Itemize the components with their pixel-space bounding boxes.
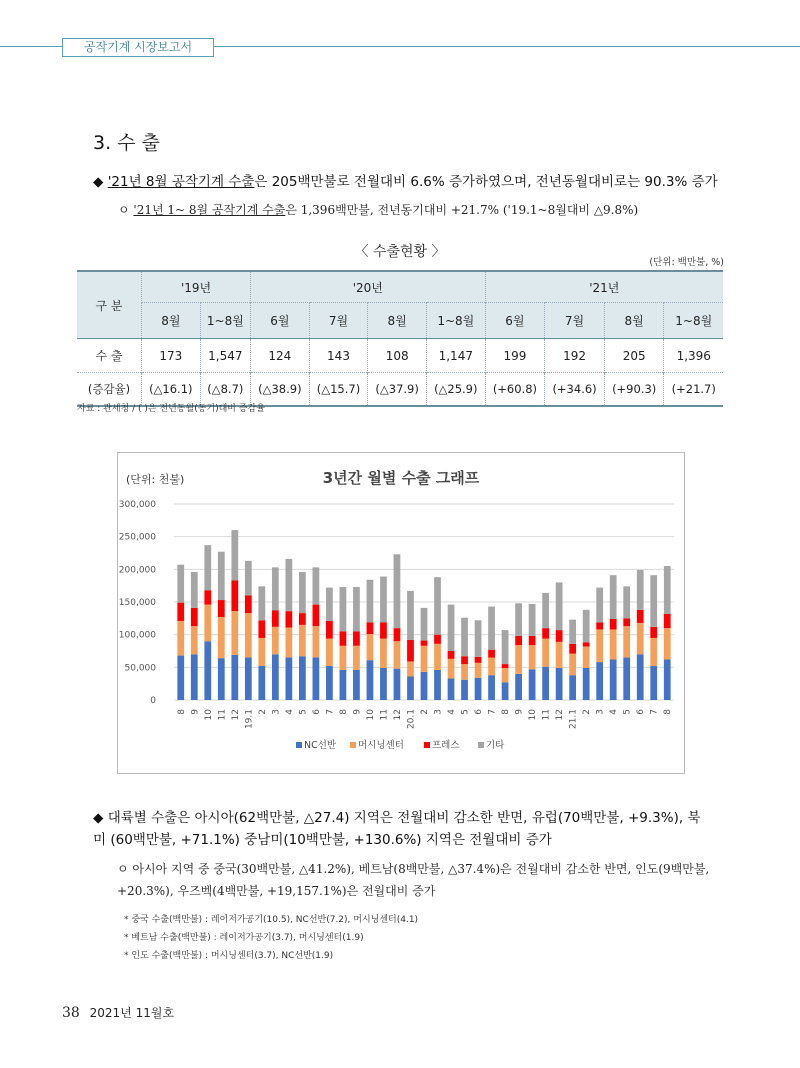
bar-segment bbox=[434, 644, 441, 670]
page-footer bbox=[62, 1004, 174, 1021]
x-tick-label: 9 bbox=[514, 709, 525, 715]
bar-segment bbox=[515, 636, 522, 645]
bar-segment bbox=[258, 620, 265, 638]
bar-segment bbox=[218, 552, 225, 600]
table-cell: (△8.7) bbox=[200, 373, 250, 407]
bar-segment bbox=[177, 603, 184, 621]
bar-segment bbox=[488, 658, 495, 676]
year-header: '19년 bbox=[142, 271, 251, 303]
bar-segment bbox=[313, 605, 320, 627]
bar-segment bbox=[204, 590, 211, 604]
bar-segment bbox=[623, 658, 630, 700]
bar-segment bbox=[596, 622, 603, 629]
bar-segment bbox=[299, 613, 306, 625]
bar-segment bbox=[569, 654, 576, 676]
bar-segment bbox=[596, 662, 603, 700]
bar-segment bbox=[407, 640, 414, 662]
table-corner: 구 분 bbox=[77, 271, 142, 339]
bar-segment bbox=[299, 625, 306, 656]
chart-unit-label: (단위: 천불) bbox=[126, 473, 185, 486]
bar-segment bbox=[204, 605, 211, 642]
y-tick-label: 150,000 bbox=[118, 598, 156, 608]
table-cell: (+90.3) bbox=[604, 373, 664, 407]
x-tick-label: 8 bbox=[176, 709, 187, 715]
bar-segment bbox=[421, 641, 428, 646]
bar-segment bbox=[461, 656, 468, 664]
summary-text: 은 205백만불로 전월대비 6.6% 증가하였으며, 전년동월대비로는 90.3% 증가 bbox=[254, 174, 718, 190]
bar-segment bbox=[542, 667, 549, 700]
bar-segment bbox=[583, 668, 590, 700]
bar-segment bbox=[637, 610, 644, 623]
x-tick-label: 12 bbox=[392, 709, 403, 721]
year-header: '21년 bbox=[485, 271, 723, 303]
bar-segment bbox=[367, 622, 374, 634]
bar-segment bbox=[623, 626, 630, 657]
x-tick-label: 21.1 bbox=[568, 709, 579, 730]
bar-segment bbox=[650, 638, 657, 666]
x-tick-label: 4 bbox=[447, 709, 458, 715]
asia-paragraph bbox=[117, 858, 723, 902]
bar-segment bbox=[583, 646, 590, 668]
bar-segment bbox=[502, 630, 509, 664]
year-header: '20년 bbox=[251, 271, 486, 303]
legend-label: 프레스 bbox=[432, 740, 460, 751]
month-header: 1~8월 bbox=[664, 303, 723, 339]
bar-segment bbox=[610, 619, 617, 629]
x-tick-label: 6 bbox=[636, 709, 647, 715]
bar-segment bbox=[434, 577, 441, 634]
monthly-export-chart bbox=[117, 452, 685, 774]
bar-segment bbox=[245, 595, 252, 613]
bar-segment bbox=[637, 654, 644, 700]
bar-segment bbox=[394, 554, 401, 628]
table-cell: (△37.9) bbox=[368, 373, 427, 407]
x-tick-label: 8 bbox=[663, 709, 674, 715]
bar-segment bbox=[542, 639, 549, 667]
footnote: * 베트남 수출(백만불) : 레이저가공기(3.7), 머시닝센터(1.9) bbox=[124, 933, 364, 943]
bar-segment bbox=[299, 572, 306, 613]
x-tick-label: 12 bbox=[230, 709, 241, 721]
issue-label: 2021년 11월호 bbox=[89, 1006, 175, 1020]
bar-segment bbox=[583, 643, 590, 647]
bar-segment bbox=[204, 641, 211, 700]
bar-segment bbox=[353, 646, 360, 670]
bar-segment bbox=[488, 675, 495, 700]
table-cell: (△16.1) bbox=[142, 373, 201, 407]
bar-segment bbox=[542, 628, 549, 638]
table-cell: 1,396 bbox=[664, 339, 723, 373]
table-cell: (△15.7) bbox=[309, 373, 368, 407]
x-tick-label: 7 bbox=[325, 709, 336, 715]
x-tick-label: 3 bbox=[595, 709, 606, 715]
bar-segment bbox=[556, 630, 563, 642]
x-tick-label: 4 bbox=[284, 709, 295, 715]
bar-segment bbox=[461, 618, 468, 657]
bar-segment bbox=[407, 591, 414, 640]
x-tick-label: 5 bbox=[460, 709, 471, 715]
month-header: 8월 bbox=[604, 303, 664, 339]
month-header: 7월 bbox=[309, 303, 368, 339]
section-title: 3. 수 출 bbox=[93, 132, 160, 154]
bar-segment bbox=[529, 636, 536, 645]
x-tick-label: 11 bbox=[217, 709, 228, 721]
bar-segment bbox=[407, 676, 414, 700]
bar-segment bbox=[434, 635, 441, 644]
bar-segment bbox=[380, 622, 387, 638]
x-tick-label: 3 bbox=[271, 709, 282, 715]
bar-segment bbox=[380, 577, 387, 623]
x-tick-label: 2 bbox=[420, 709, 430, 715]
cumulative-underlined: '21년 1~ 8월 공작기계 수출 bbox=[133, 203, 286, 217]
bar-segment bbox=[421, 608, 428, 641]
month-header: 7월 bbox=[545, 303, 605, 339]
bar-segment bbox=[596, 588, 603, 623]
table-cell: 1,147 bbox=[426, 339, 485, 373]
table-row bbox=[77, 339, 723, 373]
bar-segment bbox=[448, 605, 455, 651]
bar-segment bbox=[313, 626, 320, 657]
row-label: (증감율) bbox=[77, 373, 142, 407]
chart-y-ticks bbox=[119, 500, 156, 706]
chart-svg bbox=[118, 453, 684, 773]
x-tick-label: 8 bbox=[338, 709, 349, 715]
table-header-years bbox=[77, 271, 723, 303]
month-header: 6월 bbox=[485, 303, 545, 339]
bar-segment bbox=[340, 646, 347, 670]
table-cell: (△25.9) bbox=[426, 373, 485, 407]
report-header-title: 공작기계 시장보고서 bbox=[62, 38, 214, 57]
legend-swatch bbox=[296, 742, 302, 748]
bar-segment bbox=[313, 658, 320, 700]
month-header: 8월 bbox=[142, 303, 201, 339]
bar-segment bbox=[245, 658, 252, 700]
bar-segment bbox=[285, 559, 292, 611]
bar-segment bbox=[380, 668, 387, 700]
export-table bbox=[77, 270, 723, 407]
bar-segment bbox=[461, 680, 468, 700]
y-tick-label: 0 bbox=[150, 696, 156, 706]
bar-segment bbox=[529, 604, 536, 636]
table-unit: (단위: 백만불, %) bbox=[649, 257, 724, 268]
bar-segment bbox=[596, 629, 603, 662]
page-number: 38 bbox=[62, 1005, 80, 1021]
bar-segment bbox=[448, 659, 455, 679]
table-cell: 173 bbox=[142, 339, 201, 373]
x-tick-label: 7 bbox=[649, 709, 660, 715]
footnote: * 중국 수출(백만불) : 레이저가공기(10.5), NC선반(7.2), 머시닝센터(4.1) bbox=[124, 915, 419, 925]
bar-segment bbox=[258, 638, 265, 666]
x-tick-label: 7 bbox=[487, 709, 498, 715]
bar-segment bbox=[637, 570, 644, 610]
chart-title: 3년간 월별 수출 그래프 bbox=[322, 469, 480, 487]
summary-bullet bbox=[93, 170, 718, 190]
table-cell: 205 bbox=[604, 339, 664, 373]
bar-segment bbox=[245, 561, 252, 596]
x-tick-label: 11 bbox=[379, 709, 390, 721]
bar-segment bbox=[664, 614, 671, 628]
chart-x-ticks bbox=[177, 709, 673, 729]
y-tick-label: 100,000 bbox=[118, 630, 156, 641]
legend-swatch bbox=[424, 742, 430, 748]
table-source: 자료 : 관세청 / ( )은 전년동월(동기)대비 증감율 bbox=[77, 404, 265, 414]
bar-segment bbox=[340, 631, 347, 645]
table-cell: 108 bbox=[368, 339, 427, 373]
bar-segment bbox=[272, 610, 279, 626]
bar-segment bbox=[515, 674, 522, 700]
bar-segment bbox=[285, 658, 292, 700]
x-tick-label: 11 bbox=[541, 709, 552, 721]
bar-segment bbox=[177, 621, 184, 656]
bar-segment bbox=[313, 567, 320, 604]
bar-segment bbox=[191, 626, 198, 654]
bar-segment bbox=[285, 627, 292, 657]
x-tick-label: 5 bbox=[298, 709, 309, 715]
bar-segment bbox=[623, 618, 630, 626]
legend-swatch bbox=[350, 742, 356, 748]
bar-segment bbox=[610, 659, 617, 700]
bar-segment bbox=[583, 610, 590, 643]
table-cell: 192 bbox=[545, 339, 605, 373]
x-tick-label: 19.1 bbox=[244, 709, 255, 730]
x-tick-label: 3 bbox=[433, 709, 444, 715]
x-tick-label: 4 bbox=[609, 709, 620, 715]
y-tick-label: 250,000 bbox=[118, 532, 156, 543]
bar-segment bbox=[191, 654, 198, 700]
bar-segment bbox=[569, 675, 576, 700]
bar-segment bbox=[177, 565, 184, 603]
bar-segment bbox=[556, 668, 563, 700]
x-tick-label: 10 bbox=[365, 709, 376, 721]
table-cell: (+34.6) bbox=[545, 373, 605, 407]
y-tick-label: 50,000 bbox=[124, 663, 156, 674]
bar-segment bbox=[448, 651, 455, 659]
bar-segment bbox=[650, 666, 657, 700]
bar-segment bbox=[340, 587, 347, 631]
x-tick-label: 8 bbox=[501, 709, 512, 715]
x-tick-label: 5 bbox=[622, 709, 633, 715]
table-cell: (△38.9) bbox=[251, 373, 310, 407]
bar-segment bbox=[326, 639, 333, 666]
circle-bullet-icon: ㅇ bbox=[118, 203, 130, 217]
bar-segment bbox=[637, 623, 644, 654]
bar-segment bbox=[556, 582, 563, 630]
asia-text: 아시아 지역 중 중국(30백만불, △41.2%), 베트남(8백만불, △37.4%)은 전월대비 감소한 반면, 인도(9백만불, +20.3%), 우즈벡(4백만불, +19,157.1%)은 전월대비 증가 bbox=[117, 862, 710, 898]
bar-segment bbox=[542, 593, 549, 628]
bar-segment bbox=[191, 572, 198, 608]
bar-segment bbox=[556, 642, 563, 668]
footnote: * 인도 수출(백만불) : 머시닝센터(3.7), NC선반(1.9) bbox=[124, 951, 334, 961]
bar-segment bbox=[502, 682, 509, 700]
summary-underlined: '21년 8월 공작기계 수출 bbox=[107, 174, 255, 190]
bar-segment bbox=[326, 666, 333, 700]
bar-segment bbox=[394, 641, 401, 668]
table-cell: 143 bbox=[309, 339, 368, 373]
x-tick-label: 9 bbox=[352, 709, 363, 715]
x-tick-label: 12 bbox=[555, 709, 566, 721]
x-tick-label: 2 bbox=[257, 709, 268, 715]
diamond-bullet-icon: ◆ bbox=[93, 174, 104, 190]
bar-segment bbox=[367, 634, 374, 660]
month-header: 1~8월 bbox=[426, 303, 485, 339]
bar-segment bbox=[353, 587, 360, 631]
bar-segment bbox=[218, 600, 225, 617]
bar-segment bbox=[569, 644, 576, 654]
month-header: 8월 bbox=[368, 303, 427, 339]
row-label: 수 출 bbox=[77, 339, 142, 373]
bar-segment bbox=[177, 656, 184, 700]
bar-segment bbox=[475, 657, 482, 663]
y-tick-label: 300,000 bbox=[118, 500, 156, 510]
bar-segment bbox=[488, 607, 495, 650]
bar-segment bbox=[421, 672, 428, 700]
bar-segment bbox=[515, 603, 522, 636]
bar-segment bbox=[272, 567, 279, 610]
x-tick-label: 2 bbox=[582, 709, 593, 715]
bar-segment bbox=[475, 678, 482, 700]
bar-segment bbox=[448, 678, 455, 700]
bar-segment bbox=[394, 628, 401, 641]
bar-segment bbox=[461, 664, 468, 680]
x-tick-label: 10 bbox=[528, 709, 539, 721]
x-tick-label: 6 bbox=[474, 709, 485, 715]
bar-segment bbox=[231, 580, 238, 611]
bar-segment bbox=[434, 670, 441, 700]
y-tick-label: 200,000 bbox=[118, 565, 156, 576]
bar-segment bbox=[340, 670, 347, 700]
legend-swatch bbox=[478, 742, 484, 748]
bar-segment bbox=[231, 530, 238, 580]
bar-segment bbox=[258, 666, 265, 700]
bar-segment bbox=[529, 645, 536, 669]
month-header: 6월 bbox=[251, 303, 310, 339]
table-header-months bbox=[77, 303, 723, 339]
bar-segment bbox=[299, 656, 306, 700]
bar-segment bbox=[272, 654, 279, 700]
bar-segment bbox=[650, 575, 657, 627]
bar-segment bbox=[475, 663, 482, 678]
table-title: 〈 수출현황 〉 bbox=[354, 244, 446, 260]
bar-segment bbox=[326, 621, 333, 639]
bar-segment bbox=[623, 586, 630, 618]
bar-segment bbox=[285, 611, 292, 627]
bar-segment bbox=[502, 668, 509, 682]
legend-label: 머시닝센터 bbox=[358, 740, 404, 751]
cumulative-text: 은 1,396백만불, 전년동기대비 +21.7% ('19.1~8월대비 △9.8%) bbox=[285, 203, 639, 217]
table-cell: (+21.7) bbox=[664, 373, 723, 407]
bar-segment bbox=[353, 631, 360, 645]
bar-segment bbox=[502, 664, 509, 668]
bar-segment bbox=[218, 617, 225, 658]
bar-segment bbox=[421, 646, 428, 672]
chart-legend bbox=[296, 739, 505, 751]
bar-segment bbox=[204, 545, 211, 590]
table-cell: (+60.8) bbox=[485, 373, 545, 407]
bar-segment bbox=[488, 650, 495, 658]
bar-segment bbox=[407, 661, 414, 676]
circle-bullet-icon: ㅇ bbox=[117, 862, 129, 876]
table-cell: 124 bbox=[251, 339, 310, 373]
month-header: 1~8월 bbox=[200, 303, 250, 339]
bar-segment bbox=[353, 670, 360, 700]
table-cell: 1,547 bbox=[200, 339, 250, 373]
x-tick-label: 9 bbox=[190, 709, 201, 715]
bar-segment bbox=[394, 669, 401, 700]
bar-segment bbox=[231, 655, 238, 700]
chart-bars bbox=[177, 530, 670, 700]
bar-segment bbox=[569, 620, 576, 644]
bar-segment bbox=[367, 660, 374, 700]
bar-segment bbox=[326, 588, 333, 621]
bar-segment bbox=[380, 639, 387, 668]
x-tick-label: 10 bbox=[203, 709, 214, 721]
bar-segment bbox=[258, 586, 265, 620]
bar-segment bbox=[664, 566, 671, 614]
bar-segment bbox=[272, 627, 279, 654]
bar-segment bbox=[245, 613, 252, 657]
table-cell: 199 bbox=[485, 339, 545, 373]
region-paragraph bbox=[93, 807, 713, 851]
legend-label: 기타 bbox=[486, 740, 505, 751]
bar-segment bbox=[475, 620, 482, 657]
x-tick-label: 6 bbox=[311, 709, 322, 715]
bar-segment bbox=[218, 658, 225, 700]
cumulative-bullet bbox=[118, 201, 638, 218]
bar-segment bbox=[610, 575, 617, 619]
bar-segment bbox=[529, 669, 536, 700]
bar-segment bbox=[231, 611, 238, 655]
bar-segment bbox=[664, 628, 671, 659]
bar-segment bbox=[515, 645, 522, 674]
diamond-bullet-icon: ◆ bbox=[93, 810, 104, 826]
bar-segment bbox=[191, 608, 198, 626]
bar-segment bbox=[367, 580, 374, 622]
bar-segment bbox=[664, 659, 671, 700]
bar-segment bbox=[610, 629, 617, 659]
bar-segment bbox=[650, 627, 657, 638]
x-tick-label: 20.1 bbox=[406, 709, 417, 730]
legend-label: NC선반 bbox=[304, 740, 337, 751]
region-text: 대륙별 수출은 아시아(62백만불, △27.4) 지역은 전월대비 감소한 반면, 유럽(70백만불, +9.3%), 북미 (60백만불, +71.1%) 중남미(10백만불, +130.6%) 지역은 전월대비 증가 bbox=[93, 810, 701, 848]
